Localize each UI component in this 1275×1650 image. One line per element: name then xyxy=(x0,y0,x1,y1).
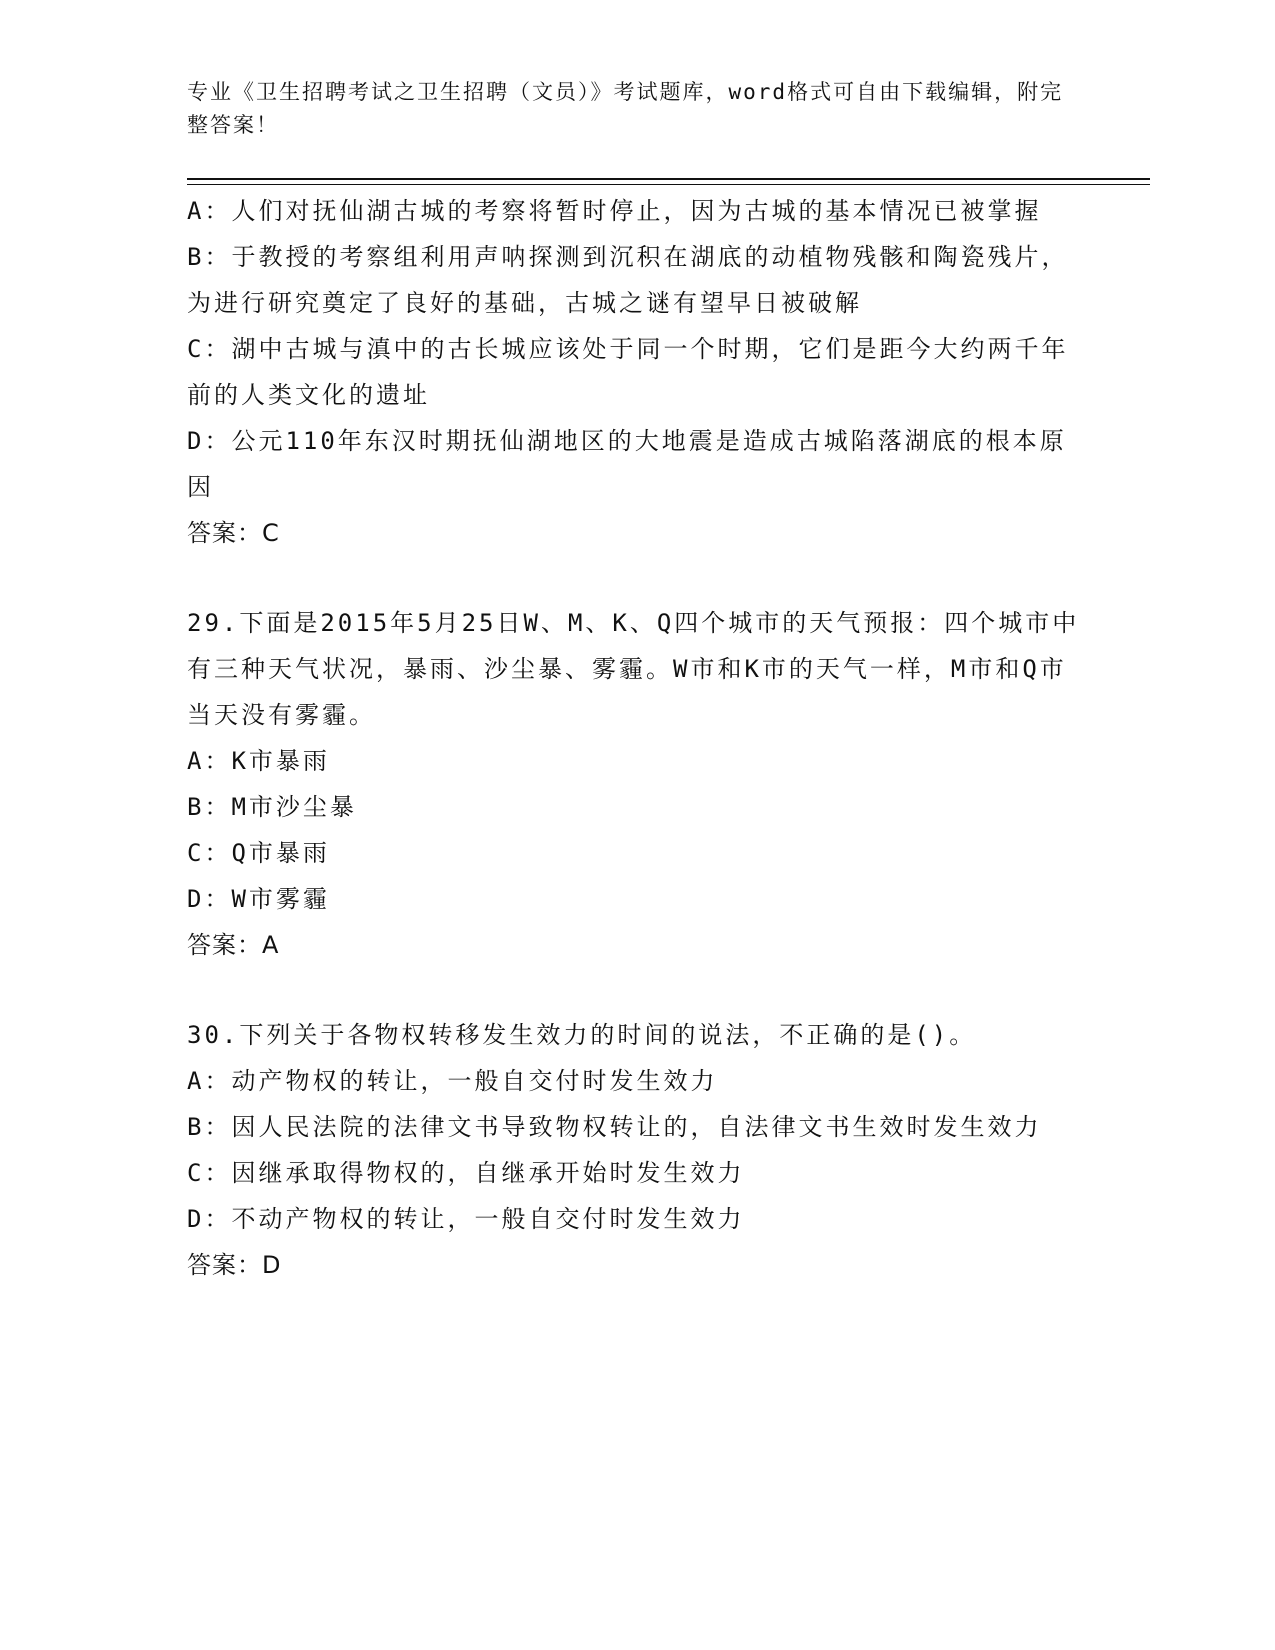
option-b: B：M市沙尘暴 xyxy=(187,793,357,821)
option-b: B：因人民法院的法律文书导致物权转让的，自法律文书生效时发生效力 xyxy=(187,1113,1042,1141)
answer: 答案：A xyxy=(187,931,280,959)
document-header xyxy=(187,76,1067,142)
option-d: D：W市雾霾 xyxy=(187,885,330,913)
answer: 答案：C xyxy=(187,519,280,547)
option-c: C：湖中古城与滇中的古长城应该处于同一个时期，它们是距今大约两千年前的人类文化的遗址 xyxy=(187,335,1069,409)
answer: 答案：D xyxy=(187,1251,282,1279)
question-block-29 xyxy=(187,600,1082,968)
document-body xyxy=(187,188,1082,1288)
option-d: D：不动产物权的转让，一般自交付时发生效力 xyxy=(187,1205,745,1233)
option-a: A：人们对抚仙湖古城的考察将暂时停止，因为古城的基本情况已被掌握 xyxy=(187,197,1042,225)
option-c: C：因继承取得物权的，自继承开始时发生效力 xyxy=(187,1159,745,1187)
question-stem: 29.下面是2015年5月25日W、M、K、Q四个城市的天气预报：四个城市中有三种天气状况，暴雨、沙尘暴、雾霾。W市和K市的天气一样，M市和Q市当天没有雾霾。 xyxy=(187,609,1080,729)
question-stem: 30.下列关于各物权转移发生效力的时间的说法，不正确的是()。 xyxy=(187,1021,977,1049)
option-a: A：动产物权的转让，一般自交付时发生效力 xyxy=(187,1067,718,1095)
header-title: 专业《卫生招聘考试之卫生招聘（文员）》考试题库，word格式可自由下载编辑，附完整答案！ xyxy=(187,80,1064,137)
header-divider-thick xyxy=(187,178,1150,180)
option-d: D：公元110年东汉时期抚仙湖地区的大地震是造成古城陷落湖底的根本原因 xyxy=(187,427,1067,501)
question-block-30 xyxy=(187,1012,1082,1288)
option-c: C：Q市暴雨 xyxy=(187,839,330,867)
option-a: A：K市暴雨 xyxy=(187,747,330,775)
question-block-28 xyxy=(187,188,1082,556)
option-b: B：于教授的考察组利用声呐探测到沉积在湖底的动植物残骸和陶瓷残片，为进行研究奠定了良好的基础，古城之谜有望早日被破解 xyxy=(187,243,1069,317)
header-divider-thin xyxy=(187,184,1150,185)
